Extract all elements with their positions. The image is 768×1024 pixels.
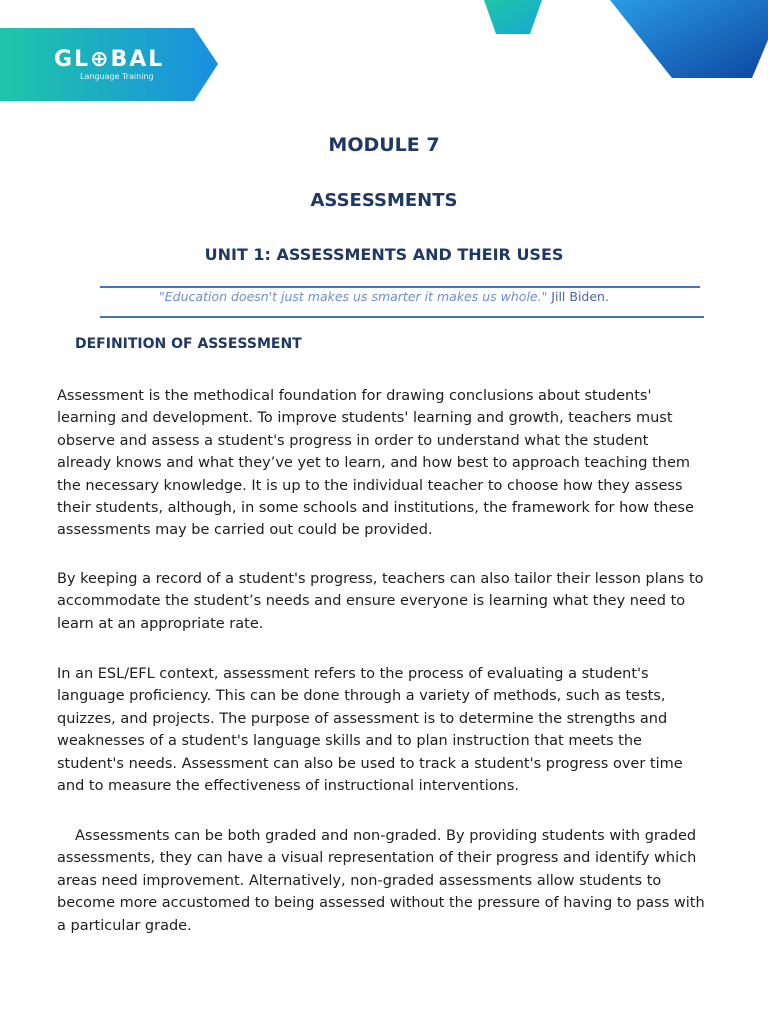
logo-subtext: Language Training bbox=[80, 72, 154, 81]
quote bbox=[0, 289, 768, 304]
large-hexagon-shape bbox=[610, 0, 768, 78]
definition-subheading: DEFINITION OF ASSESSMENT bbox=[75, 336, 302, 352]
quote-text: "Education doesn't just makes us smarter it makes us whole." bbox=[159, 289, 548, 304]
small-hexagon-shape bbox=[484, 0, 542, 34]
paragraph-definition: Assessment is the methodical foundation for drawing conclusions about students' learning and development. To improve students' learning and growth, teachers must observe and assess a student's progress in order to understand what the student already knows and what they’ve yet to learn, and how best to approach teaching them the necessary knowledge. It is up to the individual teacher to choose how they assess their students, although, in some schools and institutions, the framework for how these assessments may be carried out could be provided. bbox=[57, 388, 694, 539]
unit-title: UNIT 1: ASSESSMENTS AND THEIR USES bbox=[204, 245, 564, 264]
module-title: MODULE 7 bbox=[328, 134, 440, 156]
paragraph-graded-nongraded: Assessments can be both graded and non-graded. By providing students with graded assessments, they can have a visual representation of their progress and identify which areas need improvement. Alternatively, non-graded assessments allow students to become more accustomed to being assessed without the pressure of having to pass with a particular grade. bbox=[57, 828, 705, 934]
paragraph-esl-context: In an ESL/EFL context, assessment refers to the process of evaluating a student's language proficiency. This can be done through a variety of methods, such as tests, quizzes, and projects. The purpose of assessment is to determine the strengths and weaknesses of a student's language skills and to plan instruction that meets the student's needs. Assessment can also be used to track a student's progress over time and to measure the effectiveness of instructional interventions. bbox=[57, 666, 683, 795]
quote-top-divider bbox=[100, 286, 700, 288]
quote-bottom-divider bbox=[100, 316, 704, 318]
logo-wordmark: GL⊕BAL bbox=[54, 47, 165, 72]
section-title: ASSESSMENTS bbox=[310, 190, 458, 211]
quote-author: Jill Biden. bbox=[547, 289, 609, 304]
paragraph-record-keeping: By keeping a record of a student's progress, teachers can also tailor their lesson plans to accommodate the student’s needs and ensure everyone is learning what they need to learn at an appropriate rate. bbox=[57, 571, 704, 632]
